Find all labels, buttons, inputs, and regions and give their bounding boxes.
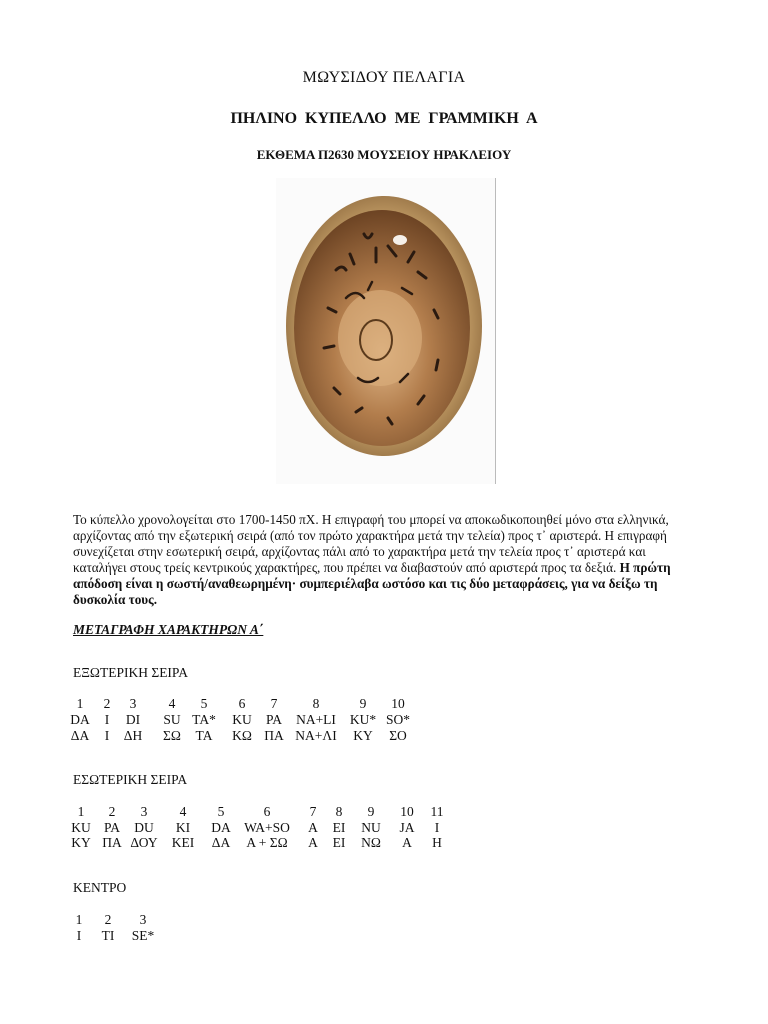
- inner-numbers-cell: 10: [400, 804, 414, 819]
- outer-greek-cell: Ι: [104, 728, 110, 743]
- inner-greek-cell: Α: [402, 835, 412, 850]
- inner-greek-cell: ΚΕΙ: [171, 835, 195, 850]
- inner-greek-cell: Η: [432, 835, 442, 850]
- inner-numbers-cell: 7: [309, 804, 317, 819]
- outer-greek-cell: ΣΩ: [163, 728, 181, 743]
- outer-greek-cell: ΔΗ: [123, 728, 143, 743]
- clay-cup-image: [276, 178, 496, 484]
- inner-greek-cell: Α + ΣΩ: [246, 835, 288, 850]
- inner-latin-cell: JA: [399, 820, 415, 835]
- inner-numbers-cell: 5: [217, 804, 225, 819]
- intro-bold-text: Η πρώτη απόδοση είναι η σωστή/αναθεωρημένη· συμπεριέλαβα ωστόσο και τις δύο μεταφράσεις, για να δείξω τη δυσκολία τους.: [73, 560, 671, 607]
- center-numbers-cell: 3: [139, 912, 147, 927]
- outer-latin-cell: DI: [125, 712, 141, 727]
- inner-latin-cell: WA+SO: [244, 820, 290, 835]
- inner-numbers-cell: 2: [108, 804, 116, 819]
- inner-greek-cell: ΚΥ: [71, 835, 91, 850]
- outer-greek-cell: ΚΩ: [232, 728, 252, 743]
- outer-latin-cell: NA+LI: [296, 712, 336, 727]
- outer-numbers-cell: 1: [76, 696, 84, 711]
- inner-numbers-cell: 4: [179, 804, 187, 819]
- inner-numbers-cell: 11: [430, 804, 444, 819]
- outer-latin-cell: I: [104, 712, 110, 727]
- outer-numbers-cell: 8: [312, 696, 320, 711]
- outer-greek-cell: ΣΟ: [389, 728, 407, 743]
- inner-greek-cell: ΔΑ: [211, 835, 231, 850]
- inner-latin-cell: DA: [211, 820, 231, 835]
- inner-latin-cell: KU: [71, 820, 91, 835]
- outer-greek-cell: ΠΑ: [264, 728, 284, 743]
- inner-greek-cell: Α: [308, 835, 318, 850]
- inner-numbers-cell: 8: [335, 804, 343, 819]
- inner-greek-cell: ΕΙ: [332, 835, 346, 850]
- document-title: ΠΗΛΙΝΟ ΚΥΠΕΛΛΟ ΜΕ ΓΡΑΜΜΙΚΗ Α: [230, 110, 538, 127]
- inner-latin-cell: EI: [332, 820, 346, 835]
- inner-numbers-cell: 9: [367, 804, 375, 819]
- inner-latin-cell: DU: [134, 820, 154, 835]
- outer-greek-cell: ΝΑ+ΛΙ: [295, 728, 337, 743]
- outer-numbers-cell: 6: [238, 696, 246, 711]
- outer-greek-cell: ΤΑ: [195, 728, 213, 743]
- outer-row-label: ΕΞΩΤΕΡΙΚΗ ΣΕΙΡΑ: [73, 665, 188, 680]
- outer-numbers-cell: 7: [270, 696, 278, 711]
- outer-numbers-cell: 10: [391, 696, 405, 711]
- center-latin-cell: I: [76, 928, 82, 943]
- inner-row-label: ΕΣΩΤΕΡΙΚΗ ΣΕΙΡΑ: [73, 772, 188, 787]
- outer-latin-cell: PA: [265, 712, 283, 727]
- center-latin-cell: TI: [101, 928, 115, 943]
- outer-numbers-cell: 9: [359, 696, 367, 711]
- outer-latin-cell: KU: [232, 712, 252, 727]
- inner-greek-cell: ΠΑ: [102, 835, 122, 850]
- inner-numbers-cell: 1: [77, 804, 85, 819]
- center-numbers-cell: 2: [104, 912, 112, 927]
- inner-latin-cell: KI: [175, 820, 191, 835]
- outer-latin-cell: TA*: [192, 712, 216, 727]
- outer-numbers-cell: 3: [129, 696, 137, 711]
- author-name: ΜΩΥΣΙΔΟΥ ΠΕΛΑΓΙΑ: [302, 69, 466, 86]
- inner-greek-cell: ΝΩ: [361, 835, 381, 850]
- inner-numbers-cell: 6: [263, 804, 271, 819]
- center-latin-cell: SE*: [131, 928, 155, 943]
- intro-text: Το κύπελλο χρονολογείται στο 1700-1450 πΧ. Η επιγραφή του μπορεί να αποκωδικοποιηθεί μόνο στα ελληνικά, αρχίζοντας από την εξωτερική σειρά (από τον πρώτο χαρακτήρα μετά την τελεία) προς τ᾽ αριστερά. Η επιγραφή συνεχίζεται στην εσωτερική σειρά, αρχίζοντας πάλι από το χαρακτήρα μετά την τελεία προς τ᾽ αριστερά και καταλήγει στους τρείς κεντρικούς χαρακτήρες, που πρέπει να διαβαστούν από αριστερά προς τα δεξιά.: [73, 512, 669, 575]
- outer-greek-cell: ΚΥ: [353, 728, 373, 743]
- outer-latin-cell: KU*: [349, 712, 377, 727]
- inner-greek-cell: ΔΟΥ: [130, 835, 158, 850]
- transcription-heading: ΜΕΤΑΓΡΑΦΗ ΧΑΡΑΚΤΗΡΩΝ Α΄: [73, 622, 264, 637]
- inner-latin-cell: A: [308, 820, 318, 835]
- outer-greek-cell: ΔΑ: [70, 728, 90, 743]
- outer-latin-cell: SO*: [385, 712, 411, 727]
- clay-cup-photo: [276, 178, 496, 484]
- intro-paragraph: [73, 512, 699, 608]
- inner-latin-cell: I: [434, 820, 440, 835]
- inner-numbers-cell: 3: [140, 804, 148, 819]
- outer-numbers-cell: 4: [168, 696, 176, 711]
- document-subtitle: ΕΚΘΕΜΑ Π2630 ΜΟΥΣΕΙΟΥ ΗΡΑΚΛΕΙΟΥ: [256, 147, 512, 162]
- outer-numbers-cell: 2: [103, 696, 111, 711]
- inner-latin-cell: NU: [361, 820, 381, 835]
- center-row-label: ΚΕΝΤΡΟ: [73, 880, 127, 895]
- inner-latin-cell: PA: [103, 820, 121, 835]
- photo-border-line: [495, 178, 496, 484]
- center-numbers-cell: 1: [75, 912, 83, 927]
- outer-latin-cell: DA: [70, 712, 90, 727]
- outer-latin-cell: SU: [163, 712, 181, 727]
- outer-numbers-cell: 5: [200, 696, 208, 711]
